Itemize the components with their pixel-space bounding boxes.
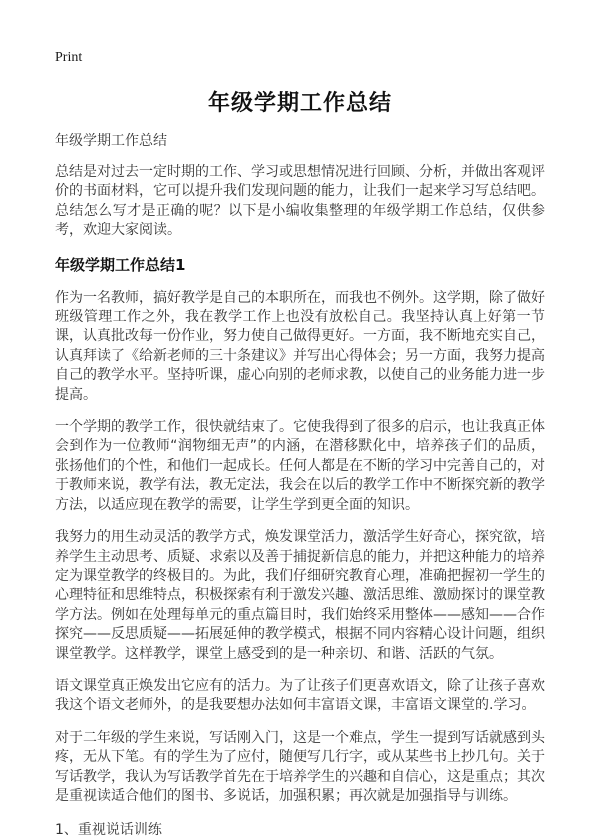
list-item-heading: 1、重视说话训练: [55, 822, 162, 839]
intro-paragraph: 总结是对过去一定时期的工作、学习或思想情况进行回顾、分析，并做出客观评价的书面材料，它可以提升我们发现问题的能力，让我们一起来学习写总结吧。总结怎么写才是正确的呢？以下是小编收集整理的年级学期工作总结，仅供参考，欢迎大家阅读。: [55, 164, 545, 239]
body-paragraph-5: 对于二年级的学生来说，写话刚入门，这是一个难点，学生一提到写话就感到头疼，无从下笔。有的学生为了应付，随便写几行字，或从某些书上抄几句。关于写话教学，我认为写话教学首先在于培养学生的兴趣和自信心，这是重点；其次是重视读适合他们的图书、多说话，加强积累；再次就是加强指导与训练。: [55, 729, 545, 804]
document-subtitle: 年级学期工作总结: [55, 133, 167, 149]
print-link[interactable]: Print: [55, 50, 83, 65]
page-title: 年级学期工作总结: [207, 91, 392, 116]
body-paragraph-2: 一个学期的教学工作，很快就结束了。它使我得到了很多的启示，也让我真正体会到作为一位教师“润物细无声”的内涵，在潜移默化中，培养孩子们的品质，张扬他们的个性，和他们一起成长。任何人都是在不断的学习中完善自己的，对于教师来说，教学有法，教无定法，我会在以后的教学工作中不断探究新的教学方法，以适应现在教学的需要，让学生学到更全面的知识。: [55, 419, 545, 513]
body-paragraph-1: 作为一名教师，搞好教学是自己的本职所在，而我也不例外。这学期，除了做好班级管理工作之外，我在教学工作上也没有放松自己。我坚持认真上好第一节课，认真批改每一份作业，努力使自己做得更好。一方面，我不断地充实自己，认真拜读了《给新老师的三十条建议》并写出心得体会；另一方面，我努力提高自己的教学水平。坚持听课，虚心向别的老师求教，以使自己的业务能力进一步提高。: [55, 289, 545, 403]
section-heading: 年级学期工作总结1: [55, 255, 186, 274]
body-paragraph-3: 我努力的用生动灵活的教学方式，焕发课堂活力，激活学生好奇心，探究欲，培养学生主动思考、质疑、求索以及善于捕捉新信息的能力，并把这种能力的培养定为课堂教学的终极目的。为此，我们仔细研究教育心理，准确把握初一学生的心理特征和思维特点，积极探索有利于激发兴趣、激活思维、激励探讨的课堂教学方法。例如在处理每单元的重点篇目时，我们始终采用整体——感知——合作探究——反思质疑——拓展延伸的教学模式，根据不同内容精心设计问题，组织课堂教学。这样教学，课堂上感受到的是一种亲切、和谐、活跃的气氛。: [55, 529, 545, 662]
body-paragraph-4: 语文课堂真正焕发出它应有的活力。为了让孩子们更喜欢语文，除了让孩子喜欢我这个语文老师外，的是我要想办法如何丰富语文课，丰富语文课堂的.学习。: [55, 677, 545, 714]
